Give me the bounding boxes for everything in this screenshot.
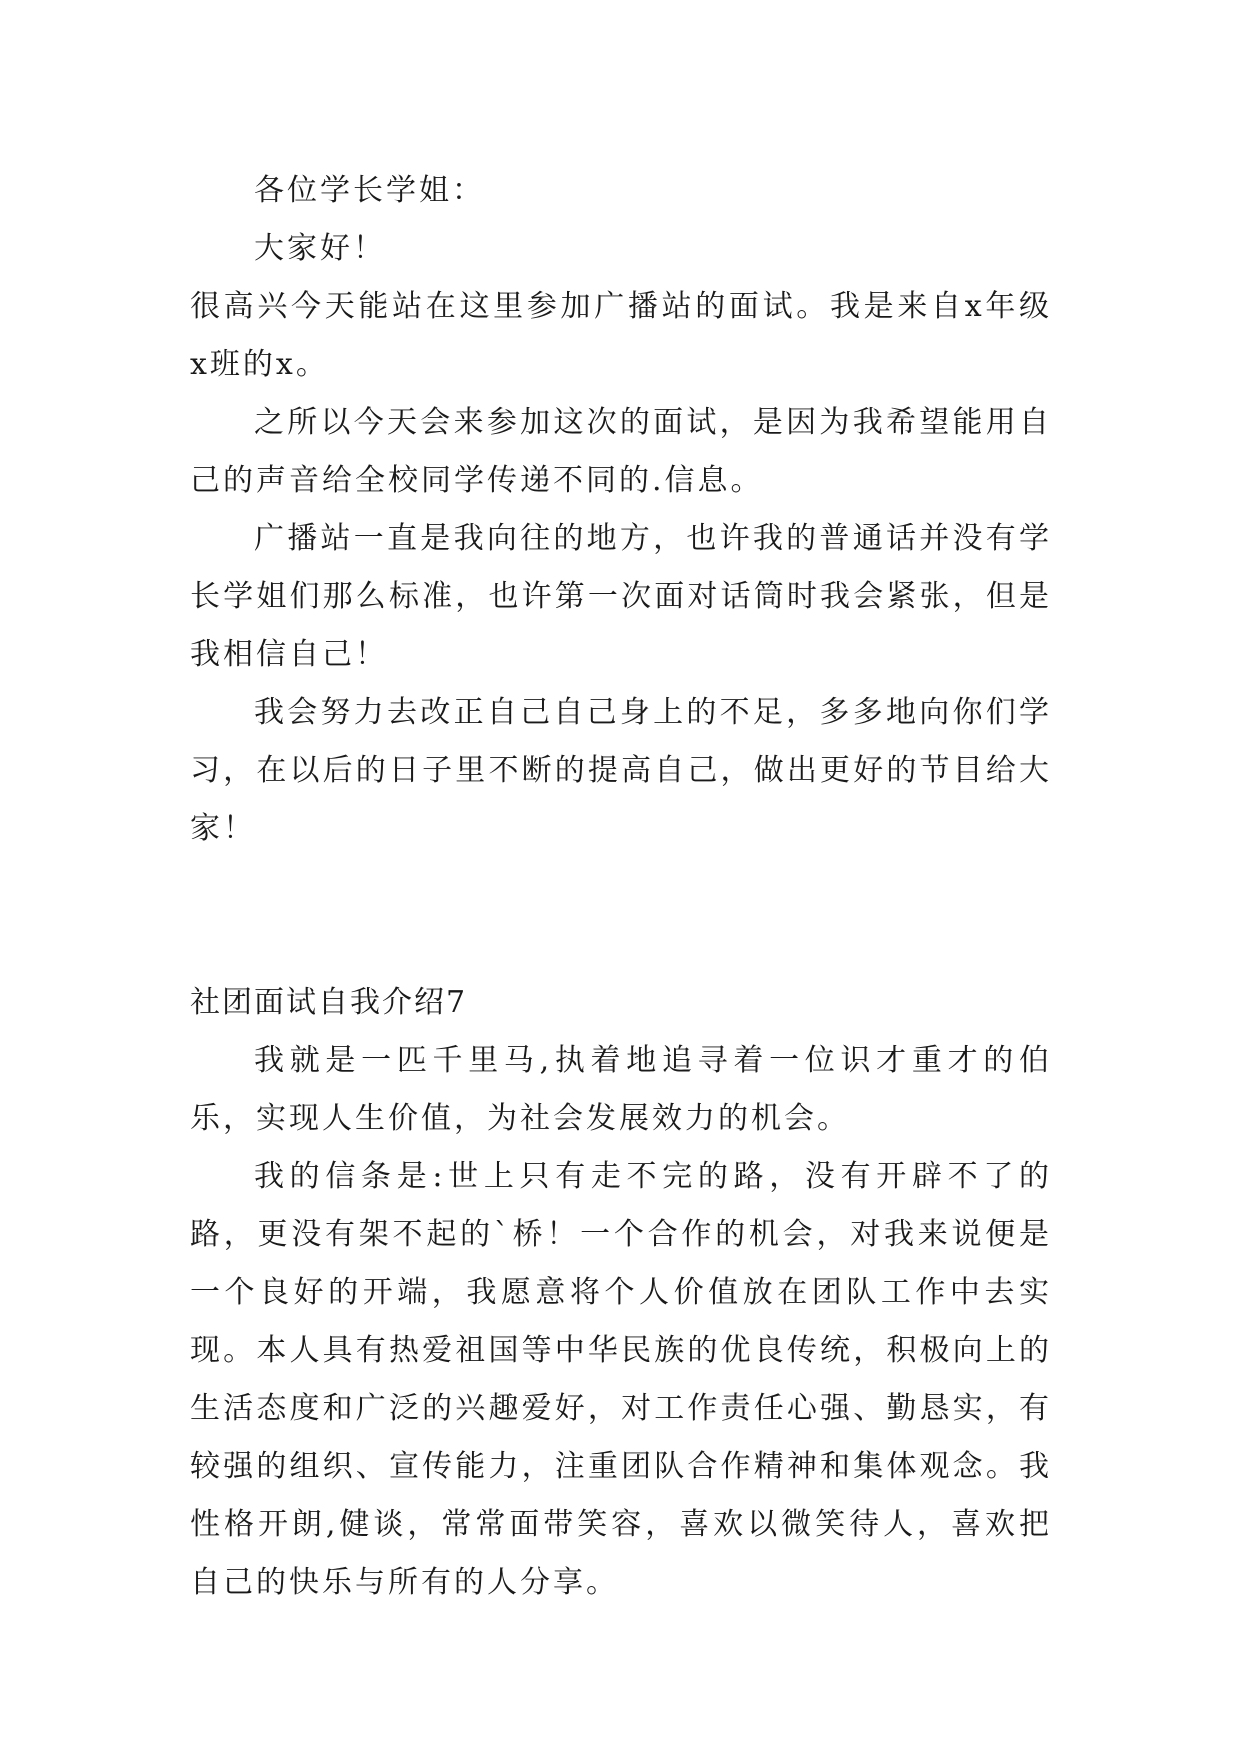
paragraph-metaphor: 我就是一匹千里马,执着地追寻着一位识才重才的伯乐，实现人生价值，为社会发展效力的机会。 xyxy=(190,1043,1052,1136)
paragraph-intro: 很高兴今天能站在这里参加广播站的面试。我是来自x年级x班的x。 xyxy=(190,289,1052,382)
paragraph-creed: 我的信条是:世上只有走不完的路，没有开辟不了的路，更没有架不起的`桥！一个合作的机会，对我来说便是一个良好的开端，我愿意将个人价值放在团队工作中去实现。本人具有热爱祖国等中华民族的优良传统，积极向上的生活态度和广泛的兴趣爱好，对工作责任心强、勤恳实，有较强的组织、宣传能力，注重团队合作精神和集体观念。我性格开朗,健谈，常常面带笑容，喜欢以微笑待人，喜欢把自己的快乐与所有的人分享。 xyxy=(190,1159,1052,1600)
section-title: 社团面试自我介绍7 xyxy=(190,985,468,1020)
section-gap xyxy=(190,858,1052,974)
paragraph-aspiration: 广播站一直是我向往的地方，也许我的普通话并没有学长学姐们那么标准，也许第一次面对话筒时我会紧张，但是我相信自己！ xyxy=(190,521,1052,672)
document-body xyxy=(190,162,1052,1612)
paragraph-commitment: 我会努力去改正自己自己身上的不足，多多地向你们学习，在以后的日子里不断的提高自己，做出更好的节目给大家！ xyxy=(190,695,1052,846)
paragraph-reason: 之所以今天会来参加这次的面试，是因为我希望能用自己的声音给全校同学传递不同的.信息。 xyxy=(190,405,1052,498)
salutation-line-1: 各位学长学姐： xyxy=(254,173,485,208)
salutation-line-2: 大家好！ xyxy=(254,231,386,266)
